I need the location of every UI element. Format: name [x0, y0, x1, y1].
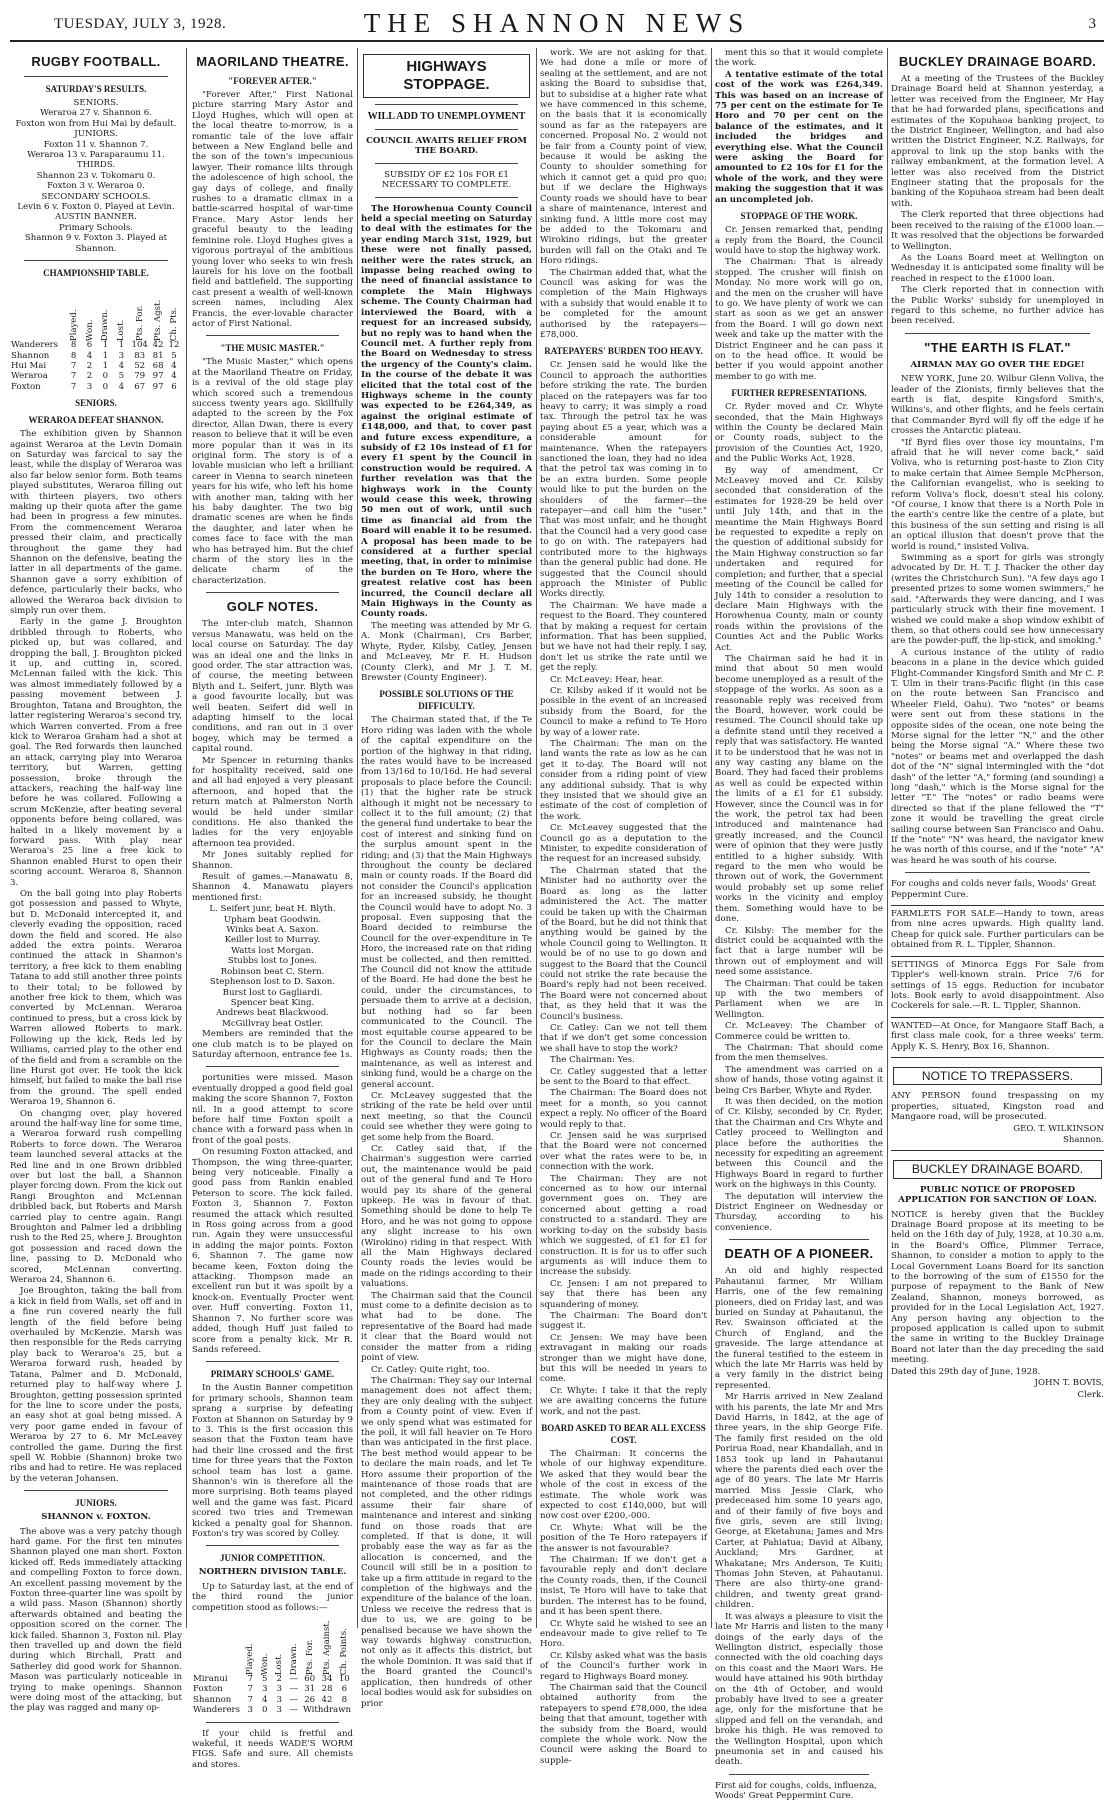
article-paragraph: Cr. Kilsby: The member for the district could be acquainted with the fact that a large number will be thrown out of employment and will need some assistance.	[715, 925, 883, 978]
signature-place: Shannon.	[1062, 1134, 1104, 1145]
article-paragraph: An old and highly respected Pahautanui farmer, Mr William Harris, one of the few remaining pioneers, died on Friday last, and was buried on Sunday at Pahautanui, the Rev. Swainson officiated at the Church of England, and the graveside. The large attendance at the funeral testified to the esteem in which the late Mr Harris was held by a very family in the district being represented.	[715, 1266, 883, 1391]
article-paragraph: The Chairman: That should come from the men themselves.	[715, 1042, 883, 1064]
article-paragraph: Cr. Jensen: We may have been extravagant in making our roads stronger than we might have done, but this will be needed in years to come.	[540, 1332, 707, 1385]
list-item: Upham beat Goodwin.	[223, 914, 322, 925]
table-row: Shannon 7 4 3 — 26 42 8	[193, 1694, 348, 1705]
article-paragraph: Cr. McLeavey suggested that the striking of the rate be held over until next meeting, so that the Council could see whether they were going to get some help from the Board.	[361, 1090, 532, 1143]
column-5	[715, 48, 883, 1802]
result-line: Shannon 9 v. Foxton 3. Played at Shannon.	[24, 233, 168, 254]
golf-heading: GOLF NOTES.	[226, 599, 319, 615]
article-paragraph: Cr. Kilsby asked what was the basis of the Council's further work in regard to Highways Board money.	[540, 1650, 707, 1682]
notice-box: BUCKLEY DRAINAGE BOARD.	[893, 1160, 1102, 1178]
list-item: L. Seifert junr, beat H. Blyth.	[209, 904, 336, 915]
article-paragraph: The Chairman: That is already stopped. The crusher will finish on Monday. No more work will go on, and the men on the crusher will have to go. We have plenty of work we can start as soon as we get an answer from the Board. I will go down next week and take up the matter with the District Engineer and he can pass it on to the head office. It would be better if you would appoint another member to go with me.	[715, 257, 883, 382]
article-heading: "THE MUSIC MASTER."	[220, 343, 325, 354]
article-paragraph: The Chairman stated that the Minister had no authority over the Board as long as the latter administered the Act. The matter could be taken up with the Chairman of the Board, but he did not think that anything would be gained by the whole Council going to Wellington. It would be of no use to go down and suggest to the Board that the Council could not strike the rate because the Board's reply had not been received. The Board were not concerned about that, as they held that it was the Council's business.	[540, 865, 707, 1022]
table-row: Wanderers 3 0 3 — Withdrawn	[193, 1705, 352, 1716]
column-4	[540, 48, 707, 1766]
table-header: Pts. Against.	[321, 1620, 332, 1675]
article-paragraph: NEW YORK, June 20. Wilbur Glenn Voliva, the leader of the Zionists, firmly believes that the earth is flat, despite Kingsford Smith's, Wilkins's, and other flights, and he feels certain that Commander Byrd will fly off the edge if he crosses the Antarctic plateau.	[891, 374, 1104, 437]
article-paragraph: "Forever After," First National picture starring Mary Astor and Lloyd Hughes, which will open at the local theatre to-morrow, is a romantic tale of the love affair between a New England belle and the son of the town's impecunious lawyer. Their romance lilts through the adolescence of high school, the gay days of college, and finally rushes to a dramatic climax in a battle-scarred hospital of war-time France. Mary Astor lends her graceful beauty to the leading feminine role. Lloyd Hughes gives a vigorous portrayal of the ambitious young lover who seeks to win fresh laurels for his love on the football field and battlefield. The supporting cast present a wealth of well-known screen names, including Alex Francis, the ever-lovable character actor of First National.	[192, 90, 353, 329]
article-paragraph: In the Austin Banner competition for primary schools, Shannon team sprang a surprise by defeating Foxton at Shannon on Saturday by 9 to 3. This is the first occasion this season that the Foxton team have had their line crossed and the first time for three years that the Foxton school team has lost a game. Shannon's win is therefore all the more surprising. Both teams played well and the game was fast. Picard scored two tries and Tremewan kicked a penalty goal for Shannon. Foxton's try was scored by Colley.	[192, 1383, 353, 1539]
divider	[375, 163, 518, 164]
column-rule	[186, 48, 187, 1628]
article-paragraph: The Clerk reported that in connection with the Public Works' subsidy for unemployed in regard to this scheme, no further advice has been received.	[891, 285, 1104, 327]
masthead	[10, 6, 1104, 42]
classified-ad	[891, 905, 1104, 951]
article-paragraph: The Chairman said he had it in mind that about 50 men would become unemployed as a result of the stoppage of the works. As soon as a reasonable reply was received from the Board, however, work could be resumed. The Council should take up a definite stand until they received a reply that was satisfactory. He wanted it to be understood that he was not in any way casting any blame on the Board. They had faced their problems as well as could be expected within the limits of a £1 for £1 subsidy. However, since the Council was in for the work, the petrol tax had been introduced and maintenance had greatly increased, and the Council were of opinion that they were justly entitled to a higher subsidy. With regard to the men who would be thrown out of work, the Government would probably set up some relief works in the vicinity and employ them. Something would have to be done.	[715, 653, 883, 925]
article-paragraph: Cr. Whyte: What will be the position of the Te Horo ratepayers if the answer is not favourable?	[540, 1522, 707, 1554]
classified-ad	[891, 956, 1104, 1012]
divider	[24, 76, 168, 77]
primary-label: Primary Schools.	[58, 222, 134, 233]
classified-ad	[891, 1150, 1104, 1400]
table-row: Foxton 7 3 0 4 67 97 6	[11, 381, 177, 392]
article-paragraph: It was then decided, on the motion of Cr. Kilsby, seconded by Cr. Ryder, that the Chairman and Crs Whyte and Catley proceed to Wellington and place before the authorities the necessity for expediting an agreement between this Council and the Highways Board in regard to further work on the highways in this County.	[715, 1097, 883, 1191]
notice-box: NOTICE TO TREPASSERS.	[893, 1067, 1102, 1085]
article-paragraph: At a meeting of the Trustees of the Buckley Drainage Board held at Shannon yesterday, a letter was received from the Engineer, Mr Hay that he had forwarded plans, specifications and estimates of the Kopuhaoa banking project, to the District Engineer, Wellington, and had also written the District Engineer, N.Z. Railways, for approval to link up the stop banks with the railway embankment, at the formation level. A letter was also received from the District Engineer stating that the proposals for the banking of the Kopuhaoa stream had been dealt with.	[891, 74, 1104, 209]
secondary-label: SECONDARY SCHOOLS.	[41, 191, 151, 202]
article-paragraph: The above was a very patchy though hard game. For the first ten minutes Shannon played one man short. Foxton kicked off. Reds immediately attacking and compelling Foxton to force down. An excellent passing movement by the Foxton three-quarter line was spoilt by a wild pass. Mason (Shannon) shortly afterwards obtained and beating the opposition scored on the corner. The kick failed. Shannon 3, Foxton nil. Play then travelled up and down the field during which Birchall, Pratt and Satherley did good work for Shannon. Mason was particularly noticeable in trying to make openings. Shannon were doing most of the attacking, but the play was ragged and many op-	[10, 1526, 182, 1714]
divider	[24, 1490, 168, 1491]
seniors-heading: SENIORS.	[75, 398, 117, 409]
issue-date: TUESDAY, JULY 3, 1928.	[54, 16, 227, 32]
article-paragraph: Mr Harris arrived in New Zealand with his parents, the late Mr and Mrs David Harris, in 1842, at the age of three years, in the ship George Fife. The family first resided on the old Porirua Road, near Khandallah, and in 1853 took up land in Pahautanui where the parents died each over the age of 80 years. The late Mr Harris married Miss Jessie Clark, who predeceased him some 10 years ago, and of their family of five boys and five girls, seven are still living; George, at Eketahuna; James and Mrs Carter, at Pahiatua; David at Albany, Auckland; Mrs Gardner, at Whakatane; Mrs Anderson, Te Kuiti; Thomas John Steven, at Pahautanui. There are also thirty-one grand-children, and twenty great grand-children.	[715, 1392, 883, 1611]
table-header: Pts. For.	[304, 1639, 315, 1675]
table-header: Pts. Agst.	[152, 299, 163, 341]
article-paragraph: Mr Spencer in returning thanks for hospitality received, said one and all had enjoyed a very pleasant afternoon, and hoped that the return match at Palmerston North would be held under similar conditions. He also thanked the ladies for the very enjoyable afternoon tea provided.	[192, 755, 353, 849]
article-paragraph: Cr. McLeavey: The Chamber of Commerce could be written to.	[715, 1021, 883, 1042]
headline-box	[363, 54, 530, 98]
divider	[206, 592, 339, 593]
article-subheading: AIRMAN MAY GO OVER THE EDGE!	[910, 359, 1085, 370]
article-paragraph: The meeting was attended by Mr G. A. Monk (Chairman), Crs Barber, Whyte, Ryder, Kilsby, Catley, Jensen and McLeavey, Mr F. H. Hudson (County Clerk), and Mr J. T. M. Brewster (County Engineer).	[361, 620, 532, 683]
article-heading: "THE EARTH IS FLAT."	[924, 339, 1071, 355]
table-header: Played.	[68, 309, 79, 341]
column-3	[361, 48, 532, 1709]
article-paragraph: The Chairman: They are not concerned as to how our internal government goes on. They are concerned about getting a road constructed to a standard. They are working to-day on the subsidy basis which we suggested, of £1 for £1 for construction. It is for us to offer such arguments as will induce them to increase the subsidy.	[540, 1173, 707, 1278]
article-paragraph: Members are reminded that the one club match is to be played on Saturday afternoon, entrance fee 1s.	[192, 1029, 353, 1060]
table-header: Drawn.	[288, 1643, 299, 1675]
table-row: Wanderers 8 6 1 1 104 42 12	[11, 340, 180, 351]
advertisement: FARMLETS FOR SALE—Handy to town, areas from nine acres upwards. High quality land. Cheap for quick sale. Further particulars can be obtained from R. L. Tippler, Shannon.	[891, 909, 1104, 951]
result-line: Shannon 23 v. Tokomaru 0.	[36, 170, 156, 181]
article-paragraph: On resuming Foxton attacked, and Thompson, the wing three-quarter, being very noticeable. Finally a good pass from Rankin enabled Peterson to score. The kick failed. Foxton 3, Shannon 7. Foxton resumed the attack which resulted in Ross going across from a good run. Again they were unsuccessful in adding the major points. Foxton 6, Shannon 7. The game now became keen, Foxton doing the attacking. Thompson made an excellent run but it was spoilt by a knock-on. Eventually Procter went over. Huff converting. Foxton 11, Shannon 7. No further score was added, though Huff just failed to score from a penalty kick. Mr R. Sands refereed.	[192, 1147, 353, 1355]
column-6	[891, 48, 1104, 1628]
article-paragraph: Cr. Jensen: I am not prepared to say that there has been any squandering of money.	[540, 1278, 707, 1310]
table-header: Drawn.	[100, 309, 111, 341]
list-item: McGillvray beat Ostler.	[222, 1018, 323, 1029]
article-paragraph: The Chairman: We have made a request to the Board. They countered that by making a request for certain information. That has been supplied, but we have not had their reply. I say, don't let us strike the rate until we get the reply.	[540, 600, 707, 674]
article-paragraph: The Clerk reported that three objections had been received to the raising of the £1000 loan.—It was resolved that the objections be forwarded to Wellington.	[891, 210, 1104, 252]
divider	[24, 260, 168, 261]
table-row: Miranui 7 5 2 — 60 34 10	[193, 1674, 350, 1685]
article-paragraph: Result of games.—Manawatu 8, Shannon 4. Manawatu players mentioned first:	[192, 872, 353, 903]
advertisement: ANY PERSON found trespassing on my properties, situated, Kingston road and Mangaore road, will be prosecuted.	[891, 1091, 1104, 1123]
article-paragraph: Cr. Jensen said he was surprised that the Board were not concerned over what the rates were to be, in connection with the work.	[540, 1131, 707, 1173]
list-item: Keiller lost to Murray.	[224, 935, 321, 946]
article-heading: BOARD ASKED TO BEAR ALL EXCESS COST.	[541, 1423, 706, 1445]
article-heading: WERAROA DEFEAT SHANNON.	[28, 415, 164, 426]
article-paragraph: Up to Saturday last, at the end of the third round the junior competition stood as follows:—	[192, 1581, 353, 1613]
table-header: Lost.	[116, 319, 127, 341]
result-line: Weraroa 27 v. Shannon 6.	[40, 108, 152, 119]
article-heading: RATEPAYERS' BURDEN TOO HEAVY.	[544, 346, 703, 357]
article-paragraph: Cr. Kilsby asked if it would not be possible in the event of an increased subsidy from the Board, for the Council to make a refund to Te Horo by way of a lower rate.	[540, 685, 707, 738]
article-subheading: COUNCIL AWAITS RELIEF FROM THE BOARD.	[366, 136, 527, 157]
article-paragraph: The Chairman stated that, if the Te Horo riding was laden with the whole of the capital expenditure on the portion of the highway in that riding, the rates would have to be increased from 13/16d to 10/16d. He had several proposals to place before the Council: (1) that the higher rate be struck although it might not be necessary to collect it to the full amount; (2) that the general fund undertake to bear the cost of interest and sinking fund on the surplus amount spent in the riding; and (3) that the Main Highways throughout the county be declared main or county roads. If the Board did not consider the Council's application for an increased subsidy, he thought the Council would have to adopt No. 3 proposal. Even supposing that the Board decided to reimburse the Council for the over-expenditure in Te Horo, the increased rate on that riding must be collected, and then remitted. The Council did not know the attitude of the Board. He had done the best he could, under the circumstances, to persuade them to arrive at a decision, but nothing had so far been communicated to the Council. The most equitable course appeared to be for the Council to declare the Main Highways as County roads; then the maintenance, as well as interest and sinking fund, would be a charge on the general account.	[361, 715, 532, 1090]
article-paragraph: Cr. McLeavey: Hear, hear.	[550, 674, 664, 685]
northern-division-table	[192, 1616, 353, 1716]
divider	[206, 1722, 339, 1723]
divider	[905, 333, 1090, 334]
divider	[206, 1066, 339, 1067]
advertisement: WANTED—At Once, for Mangaore Staff Bach, a first class male cook, for a three weeks' term. Apply K. S. Henry, Box 16, Shannon.	[891, 1020, 1104, 1052]
juniors-label: JUNIORS.	[74, 129, 118, 140]
article-paragraph: A curious instance of the utility of radio beacons in a plane in the device which guided Flight-Commander Kingsford Smith and Mr C. P. T. Ulm in their trans-Pacific flight (in this case on the route between San Francisco and Wheeler Field, Oahu). Two "notes" or beams were sent out from these stations in the opposite sides of the ocean, one note being the Morse signal for the letter "N," and the other being the Morse signal "A." Where these two "notes" or beams met and overlapped the dash dot of the "N" signal intermingled with the "dot dash" of the letter "A," forming (and sounding) a long "dash," which is the Morse signal for the letter "T." The "notes" or radio beams were directed so that if the plane fellowed the "T" zone it would be travelling the great circle sailing course between San Francisco and Oahu. If the "note" "N" was heard, the navigator knew he was north of this course, and if the "note" "A" was heard he was south of his course.	[891, 647, 1104, 866]
page-number: 3	[1088, 16, 1096, 32]
table-row: Shannon 8 4 1 3 83 81 5	[11, 350, 177, 361]
divider	[375, 104, 518, 105]
notice-date: Dated this 29th day of June, 1928.	[891, 1366, 1041, 1377]
article-heading: JUNIOR COMPETITION.	[219, 1553, 325, 1564]
article-paragraph: Cr. Catley said that, if the Chairman's suggestion were carried out, the maintenance would be paid out of the general fund and Te Horo would pay its share of the general upkeep. He was in favour of that. Something should be done to help Te Horo, and he was not going to oppose any slight increase to his own (Wirokino) riding in that respect. With all the Main Highways declared County roads the levies would be made on the ridings according to their valuations.	[361, 1143, 532, 1290]
article-paragraph: Swimming as a sport for girls was strongly advocated by Dr. H. T. J. Thacker the other day (writes the Christchurch Sun). "A few days ago I presented prizes to some women swimmers," he said. "Afterwards they were dancing, and I was particularly struck with their fine movement. I wished we could make a shop window exhibit of them, so that others could see how unnecessary are the powder-puff, the lip-stick, and smoking."	[891, 553, 1104, 647]
article-paragraph: The amendment was carried on a show of hands, those voting against it being Crs Barber, Whyte and Ryder.	[715, 1064, 883, 1096]
article-paragraph: "If Byrd flies over those icy mountains, I'm afraid that he will never come back," said Voliva, who is returning post-haste to Zion City to make certain that Aimee Semple McPherson, the Californian evangelist, who is seeking to reform Voliva's flock, doesn't steal his colony. "Of course, I know that there is a North Pole in the earth's centre like the centre of a plate, but this business of the sun setting and rising is all an optical illusion that doesn't prove that the world is round," insisted Voliva.	[891, 437, 1104, 552]
drainage-heading: BUCKLEY DRAINAGE BOARD.	[898, 54, 1097, 69]
article-heading: FURTHER REPRESENTATIONS.	[731, 388, 867, 399]
article-paragraph: Cr. Whyte said he wished to see an endeavour made to give relief to Te Horo.	[540, 1618, 707, 1650]
article-heading: POSSIBLE SOLUTIONS OF THE DIFFICULTY.	[379, 689, 514, 712]
advertisement: For coughs and colds never fails, Woods' Great Peppermint Cure.	[891, 879, 1096, 900]
article-paragraph: The Chairman: That could be taken up with the two members of Parliament when we are in Wellington.	[715, 978, 883, 1020]
article-paragraph: "The Music Master," which opens at the Maoriland Theatre on Friday, is a revival of the old stage play which scored such a tremendous success twenty years ago. Skillfully adapted to the screen by the Fox director, Allan Dwan, there is every reason to believe that it will be even more popular than it was in its original form. The story is of a lovable musician who left a brilliant career in Vienna to search nineteen years for his wife, who left his home with another man, taking with her his baby daughter. The two big dramatic scenes are when he finds the daughter, and later when he comes face to face with the man who has betrayed him. But the chief charm of the story lies in the delicate charm of the characterization.	[192, 357, 353, 586]
article-paragraph: Mr Jones suitably replied for Shannon.	[192, 850, 353, 871]
article-paragraph: The Chairman: The Board don't suggest it.	[540, 1310, 707, 1332]
article-paragraph: The Chairman said that the Council obtained authority from the ratepayers to spend £78,000, the idea being that that amount, together with the subsidy from the Board, would complete the whole work. Now the Council were asking the Board to supple-	[540, 1682, 707, 1766]
list-item: Stubbs lost to Jones.	[227, 956, 318, 967]
list-item: Robinson beat C. Stern.	[220, 966, 325, 977]
article-subheading: SHANNON v. FOXTON.	[41, 1512, 151, 1523]
article-paragraph: The Chairman: The Board does not meet for a month, so you cannot expect a reply. No officer of the Board would reply to that.	[540, 1088, 707, 1130]
table-header: Won.	[84, 319, 95, 341]
article-paragraph: The Chairman added that, what the Council was asking for was the completion of the Main Highways with a subsidy that would enable it to be completed for the amount authorised by the ratepayers—£78,000.	[540, 267, 707, 340]
list-item: Stephenson lost to D. Saxon.	[209, 977, 336, 988]
result-line: Foxton won from Hui Mai by default.	[15, 118, 177, 129]
article-paragraph: Cr. McLeavey suggested that the Council go as a deputation to the Minister, to expedite consideration of the request for an increased subsidy.	[540, 823, 707, 865]
table-header: Ch. Points.	[339, 1627, 350, 1675]
newspaper-title: THE SHANNON NEWS	[363, 8, 751, 38]
list-item: Watts lost Morgan.	[231, 945, 314, 956]
article-paragraph: On changing over, play hovered around the half-way line for some time, a Weraroa forward rush compelling Roberts to force down. The Weraroa team launched several attacks at the Red line and in one Brown dribbled over but lost the ball, a Shannon player forcing down. From the kick out Rangi Broughton and McLennan dribbled back, but Roberts and Marsh carried play to centre again. Rangi Broughton and Palmer led a dribbling rush to the Red 25, where J. Broughton got possession and raced down the line, passing to D. McDonald who scored, McLennan converting. Weraroa 24, Shannon 6.	[10, 1108, 182, 1286]
result-line: Weraroa 13 v. Paraparaumu 11.	[27, 150, 165, 161]
article-paragraph: Joe Broughton, taking the ball from a kick in field from Walls, set off and in a fine run covered nearly the full length of the field before being overhauled by McKenzie. Marsh was then responsible for the Reds carrying play back to Weraroa's 25, but a Weraroa forward rush, headed by Tatana, Palmer and D. McDonald, returned play to half-way where J. Broughton, getting possession sprinted for the line to score under the posts, an easy shot at goal being missed. A very poor game ended in favour of Weraroa by 27 to 6. Mr McLeavey controlled the game. During the first spell W. Robbie (Shannon) broke two ribs and had to retire. He was replaced by the veteran Johansen.	[10, 1286, 182, 1484]
article-heading: JUNIORS.	[75, 1498, 117, 1509]
article-paragraph: The Chairman: It concerns the whole of our highway expenditure. We asked that they would bear the whole of the cost in excess of the estimate. The whole work was expected to cost £140,000, but will now cost over £200,-000.	[540, 1449, 707, 1522]
article-paragraph: ment this so that it would complete the work.	[715, 48, 883, 69]
main-headline: HIGHWAYS STOPPAGE.	[403, 58, 490, 93]
thirds-label: THIRDS.	[76, 160, 116, 171]
column-rule	[536, 48, 537, 1628]
advertisement: First aid for coughs, colds, influenza, Woods' Great Peppermint Cure.	[715, 1780, 877, 1802]
article-paragraph: portunities were missed. Mason eventually dropped a good field goal making the score Shannon 7, Foxton nil. In a good attempt to score before half time Foxton spoilt a chance with a forward pass when in front of the goal posts.	[192, 1073, 353, 1146]
article-paragraph: Early in the game J. Broughton dribbled through to Roberts, who picked up, but was collared, and dropping the ball, J. Broughton picked it up, and cutting in, scored. McLennan failed with the kick. This was almost immediately followed by a passing movement between J. Broughton, Tatana and Broughton, the latter registering Weraroa's second try, which Warren converted. From a free kick to Weraroa Graham had a shot at goal. The Red forwards then launched an attack, carrying play into Weraroa territory, but Warren, getting possession, broke through the attackers, reaching the half-way line before he was collared. Following a scrum McKenzie, after beating several opponents before being collared, was halted in a likely movement by a forward pass. With play near Weraroa's 25 line a free kick to Shannon enabled Hurst to open their scoring account. Weraroa 8, Shannon 3.	[10, 617, 182, 888]
list-item: Spencer beat King.	[230, 997, 315, 1008]
article-heading: STOPPAGE OF THE WORK.	[740, 211, 858, 222]
table-header: Pts. For.	[134, 305, 145, 341]
results-heading: SATURDAY'S RESULTS.	[45, 84, 147, 94]
article-heading: DEATH OF A PIONEER.	[724, 1246, 874, 1262]
notice-subheading: PUBLIC NOTICE OF PROPOSED APPLICATION FOR SANCTION OF LOAN.	[898, 1184, 1097, 1206]
classified-ad	[891, 1057, 1104, 1145]
divider	[729, 1774, 869, 1775]
signature-role: Clerk.	[1077, 1389, 1104, 1400]
divider	[206, 335, 339, 336]
article-paragraph: Cr. Ryder moved and Cr. Whyte seconded, that the Main Highways within the County be declared Main or County roads, subject to the provision of the Counties Act, 1920, and the Public Works Act, 1928.	[715, 402, 883, 465]
article-paragraph: Cr. Catley suggested that a letter be sent to the Board to that effect.	[540, 1066, 707, 1087]
signature: GEO. T. WILKINSON	[1013, 1123, 1104, 1134]
list-item: Andrews beat Blackwood.	[216, 1008, 329, 1019]
advertisement: NOTICE is hereby given that the Buckley Drainage Board propose at its meeting to be held on the 16th day of July, 1928, at 10.30 a.m. in the Board's Office, Plimmer Terrace, Shannon, to consider a motion to apply to the Local Government Loans Board for its sanction to the borrowing of the sum of £1550 for the purpose of repayment to the Bank of New Zealand, Shannon, moneys borrowed, as provided for in the Local Legislation Act, 1927. Any person having any objection to the proposed application is called upon to submit the same in writing to the Buckley Drainage Board not later than the day preceding the said meeting.	[891, 1209, 1104, 1366]
column-2	[192, 48, 353, 1770]
table-header: Played.	[244, 1643, 255, 1675]
article-paragraph: Cr. Whyte: I take it that the reply we are awaiting concerns the future work, and not the past.	[540, 1385, 707, 1417]
column-1	[10, 48, 182, 1714]
divider	[375, 129, 518, 130]
column-rule	[711, 48, 712, 1628]
rugby-heading: RUGBY FOOTBALL.	[31, 54, 161, 69]
austin-label: AUSTIN BANNER.	[55, 212, 137, 223]
article-paragraph: Cr. Catley: Quite right, too.	[371, 1364, 490, 1375]
championship-table	[10, 282, 182, 392]
article-paragraph: The Chairman: If we don't get a favourable reply and don't declare the County roads, then, if the Council insist, Te Horo will have to take that burden. The interest has to be found, and it has been spent there.	[540, 1555, 707, 1618]
article-paragraph: By way of amendment, Cr McLeavey moved and Cr. Kilsby seconded that consideration of the estimates for 1928-29 be held over until July 14th, and that in the meantime the Main Highways Board be requested to expedite a reply on the question of additional subsidy for the Main Highway construction so far undertaken and required for completion; and further, that a special meeting of the Council be called for July 14th to consider a resolution to declare Main Highways with the Horowhenua County, main or county roads within the provisions of the Counties Act and the Public Works Act.	[715, 465, 883, 653]
article-paragraph: Cr. Jensen said he would like the Council to approach the authorities before striking the rate. The burden placed on the ratepayers was far too heavy to carry; it was simply a road tax. Through the petrol tax he was paying about £5 a year, which was a considerable amount for maintenance. When the ratepayers sanctioned the loan, they had no idea that the petrol tax was coming in to be an extra burden. Some people would like to put the burden on the shoulders of the farmer—the ratepayer—and call him the "user." That was most unfair, and he thought that the Council had a very good case to go on with. The ratepayers had contributed more to the highways than the general public had done. He suggested that the Council should approach the Minister of Public Works directly.	[540, 360, 707, 600]
article-paragraph: work. We are not asking for that. We had done a mile or more of sealing at the settlement, and are not asking the Board to subsidise that, but to subsidise at a higher rate what we have commenced in this scheme, on the basis that it is economically sound as far as the ratepayers are concerned. Proposal No. 2 would not be fair from a County point of view, because it would be asking the County to shoulder something for which it cannot get a quid pro quo; but if we declare the Highways County roads we should have to bear a share of maintenance, interest and sinking fund. A little more cost may be added to the Tokomaru and Wirokino ridings, but the greater burden will fall on the Otaki and Te Horo ridings.	[540, 48, 707, 267]
article-paragraph: Cr. Jensen remarked that, pending a reply from the Board, the Council would have to stop the highway work.	[715, 225, 883, 256]
classified-ad	[891, 1017, 1104, 1052]
divider	[375, 197, 518, 198]
article-paragraph: The Chairman said that the Council must come to a definite decision as to what had to be done. The representative of the Board had made it clear that the Board would not consider the matter from a riding point of view.	[361, 1290, 532, 1364]
result-line: Foxton 3 v. Weraroa 0.	[47, 181, 145, 192]
article-paragraph: The inter-club match, Shannon versus Manawatu, was held on the local course on Saturday. The day was an ideal one and the links in good order. The star attraction was, of course, the meeting between Blyth and L. Seifert, junr. Blyth was a good favourite locally, but was well beaten. Seifert did well in adapting himself to the local conditions, and ran out in 3 over bogey, which may be termed a capital round.	[192, 619, 353, 755]
divider	[729, 1239, 869, 1240]
list-item: Burst lost to Gagliardi.	[222, 987, 323, 998]
article-subheading: SUBSIDY OF £2 10s FOR £1 NECESSARY TO COMPLETE.	[381, 169, 512, 191]
table-row: Weraroa 7 2 0 5 79 97 4	[11, 371, 177, 382]
championship-heading: CHAMPIONSHIP TABLE.	[43, 268, 149, 279]
article-lead: The Horowhenua County Council held a special meeting on Saturday to deal with the estimates for the year ending March 31st, 1929, but these were not finally passed, neither were the rates struck, an impasse being reached owing to the need of financial assistance to complete the Main Highways scheme. The County Chairman had interviewed the Board, with a request for an increased subsidy, but no reply was to hand when the Council met. A further reply from the Board on Wednesday to stress the urgency of the County's claim. In the course of the debate it was elicited that the total cost of the Highways scheme in the county was expected to be £264,349, as against the original estimate of £148,000, and that, to cover past and future excess expenditure, a subsidy of £2 10s instead of £1 for every £1 spent by the Council in construction would be required. A further revelation was that the highways work in the County would cease this week, throwing 50 men out of work, until such time as financial aid from the Board will enable it to be resumed. A proposal has been made to be considered at a further special meeting, that, in order to minimise the burden on Te Horo, where the greatest relative cost has been incurred, the Council declare all Main Highways in the County as County roads.	[361, 203, 532, 620]
advertisement: SETTINGS of Minorca Eggs For Sale from Tippler's well-known strain. Price 7/6 for settings of 15 eggs. Reduction for incubator lots. Book early to avoid disappointment. Also Cockerels for sale.—R. L. Tippler, Shannon.	[891, 959, 1104, 1012]
table-row: Foxton 7 3 3 — 31 28 6	[193, 1684, 348, 1695]
divider	[206, 1545, 339, 1546]
table-header: Ch. Pts.	[168, 306, 179, 341]
advertisement: If your child is fretful and wakeful, it needs WADE'S WORM FIGS. Safe and sure. All chemists and stores.	[192, 1728, 353, 1770]
result-line: Foxton 11 v. Shannon 7.	[43, 139, 149, 150]
article-paragraph: The exhibition given by Shannon against Weraroa at the Levin Domain on Saturday was farcical to say the least, while the display of Weraroa was also far below senior form. Both teams played substitutes, Weraroa filling out with thirteen players, two others making up their quota after the game had been in progress a few minutes. From the commencement Weraroa pressed their claim, and practically throughout the game they had Shannon on the defensive, beating the latter in all departments of the game. Shannon gave a sorry exhibition of defence, particularly their backs, who allowed the Weraroa back division to simply run over them.	[10, 429, 182, 617]
divider	[206, 1361, 339, 1362]
article-paragraph: The deputation will interview the District Engineer on Wednesday or Thursday, according to his convenience.	[715, 1191, 883, 1233]
table-row: Hui Mai 7 2 1 4 52 68 4	[11, 360, 177, 371]
result-line: Levin 6 v. Foxton 0. Played at Levin.	[17, 202, 175, 213]
article-heading: "FOREVER AFTER."	[228, 76, 317, 86]
divider	[905, 872, 1090, 873]
article-heading: PRIMARY SCHOOLS' GAME.	[210, 1369, 335, 1380]
article-subheading: NORTHERN DIVISION TABLE.	[198, 1567, 347, 1578]
signature: JOHN T. BOVIS,	[1034, 1378, 1104, 1389]
table-header: Won.	[259, 1653, 270, 1675]
article-paragraph: The Chairman: They say our internal management does not affect them; they are only dealing with the subject from a County point of view. Even if we only spend what was estimated for the poll, it will fall heavier on Te Horo than was anticipated in the first place. The best method would appear to be to declare the main roads, and let Te Horo assume their proportion of the maintenance of those roads that are not completed, and the other ridings assume their fair share of maintenance and interest and sinking fund on those roads that are completed. If that is done, it will probably ease the way as far as the allocation is concerned, and the Council will still be in a position to take up a firm attitude in regard to the completion of the highways and the expenditure of the balance of the loan. Unless we receive the redress that is due to us, we are going to be penalised because we have shown the way towards highway construction, not only as it affects this district, but the whole Dominion. It was said that if the Board granted the Council's application, then hundreds of other local bodies would ask for subsidies on prior	[361, 1375, 532, 1709]
article-paragraph: A tentative estimate of the total cost of the work was £264,349. This was based on an increase of 75 per cent on the estimate for Te Horo and 70 per cent on the balance of the estimates, and it included the bridges and everything else. What the Council were asking the Board for amounted to £2 10s for £1 for the whole of the work, and they were making the suggestion that it was an uncompleted job.	[715, 69, 883, 205]
article-paragraph: As the Loans Board meet at Wellington on Wednesday it is anticipated some finality will be reached in respect to the £1000 loan.	[891, 252, 1104, 284]
column-rule	[887, 48, 888, 1628]
column-rule	[357, 48, 358, 1628]
list-item: Winks beat A. Saxon.	[226, 925, 319, 936]
theatre-heading: MAORILAND THEATRE.	[196, 54, 349, 69]
seniors-label: SENIORS.	[73, 98, 119, 108]
article-paragraph: The Chairman: The man on the land wants the rate as low as he can get it to-day. The Board will not consider from a riding point of view any additional subsidy. That is why they insisted that we should give an estimate of the cost of completion of the work.	[540, 739, 707, 822]
article-paragraph: Cr. Catley: Can we not tell them that if we don't get some concession we shall have to stop the work?	[540, 1022, 707, 1054]
article-paragraph: The Chairman: Yes.	[550, 1055, 635, 1066]
article-paragraph: It was always a pleasure to visit the late Mr Harris and listen to the many doings of the early days of the Wellington district, especially those connected with the old coaching days on this coast and the Maori Wars. He would have attained his 90th birthday on the 4th of October, and would probably have lived to see a greater age, only for the misfortune that he slipped and fell on the verandah, and broke his thigh. He was removed to the Wellington Hospital, upon which pneumonia set in and caused his death.	[715, 1611, 883, 1768]
article-paragraph: On the ball going into play Roberts got possession and passed to Whyte, but D. McDonald intercepted it, and cleverly evading the opposition, raced down the field and scored. He also added the extra points. Weraroa continued the attack in Shannon's territory, a free kick to them enabling Tatana to add still another three points to their total; to be followed by another free kick to them, which was converted by McLennan. Weraroa continued to press, but a cross kick by Warren allowed Roberts to mark. Following up the kick, Reds led by Williams, carried play to the other end of the field and from a scramble on the line Hurst got over. He took the kick himself, but failed to make the ball rise from the ground. The spell ended Weraroa 19, Shannon 6.	[10, 889, 182, 1108]
article-subheading: WILL ADD TO UNEMPLOYMENT	[367, 111, 526, 122]
table-header: Lost.	[274, 1653, 285, 1675]
